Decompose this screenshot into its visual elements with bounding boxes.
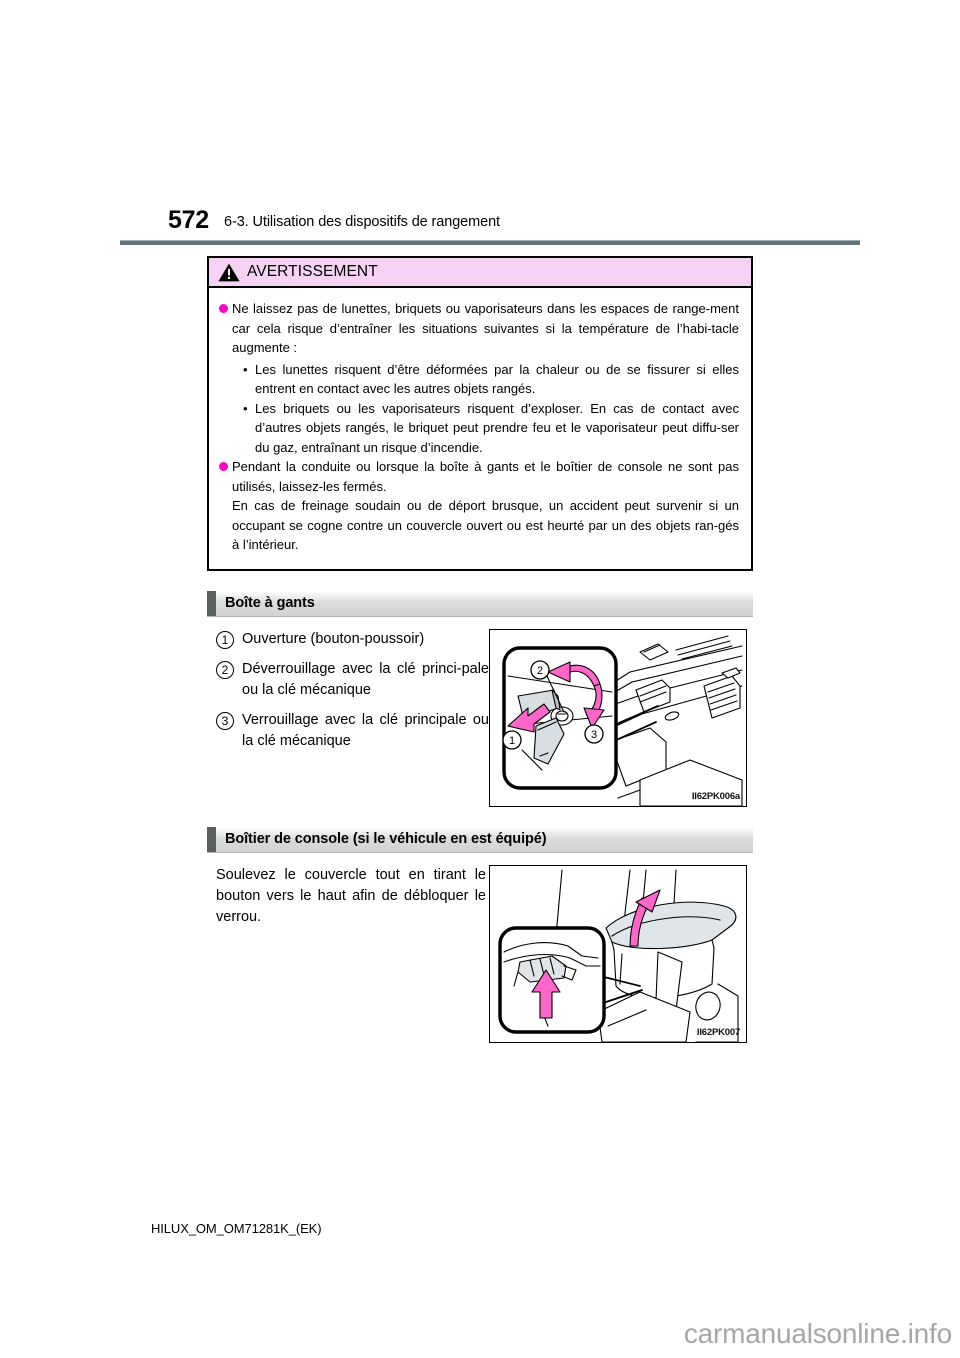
watermark: carmanualsonline.info: [683, 1318, 952, 1349]
step-number-2: 2: [216, 661, 234, 679]
svg-text:2: 2: [536, 664, 544, 677]
warning-item: [219, 299, 739, 358]
console-box-figure-svg: [490, 866, 746, 1042]
warning-subitems: [243, 360, 739, 458]
step-item: [216, 629, 489, 650]
warning-body: [209, 288, 751, 569]
figure-code: II62PK006a: [691, 790, 740, 802]
warning-subitem-text: Les briquets ou les vaporisateurs risquent d’exploser. En cas de contact avec d’autres objets rangés, le briquet peut prendre feu et le vaporisateur peut diffu-ser du gaz, entraînant un risque d’incendie.: [255, 400, 739, 455]
svg-text:3: 3: [590, 728, 598, 741]
section-heading-label: Boîtier de console (si le véhicule en est équipé): [225, 831, 547, 847]
glove-box-block: [207, 629, 753, 807]
figure-code: II62PK007: [696, 1026, 740, 1038]
header-divider: [120, 240, 860, 245]
section-heading-label: Boîte à gants: [225, 595, 315, 611]
step-text: Ouverture (bouton-poussoir): [242, 630, 425, 647]
warning-item-text: Pendant la conduite ou lorsque la boîte à gants et le boîtier de console ne sont pas utilisés, laissez-les fermés.: [232, 459, 739, 494]
warning-item-continuation: En cas de freinage soudain ou de déport brusque, un accident peut survenir si un occupant se cogne contre un couvercle ouvert ou est heurté par un des objets ran-gés à l’intérieur.: [232, 498, 739, 552]
console-box-illustration: [489, 865, 747, 1043]
section-header-glove-box: [207, 591, 753, 617]
glove-box-illustration: [489, 629, 747, 807]
warning-subitem-text: Les lunettes risquent d’être déformées par la chaleur ou de se fissurer si elles entrent en contact avec les autres objets rangés.: [255, 361, 739, 396]
step-number-3: 3: [216, 712, 234, 730]
step-text: Verrouillage avec la clé principale ou la clé mécanique: [242, 711, 489, 749]
console-box-paragraph: Soulevez le couvercle tout en tirant le bouton vers le haut afin de débloquer le verrou.: [216, 866, 486, 925]
bullet-dot-icon: [219, 462, 228, 471]
section-header-console-box: [207, 827, 753, 853]
step-number-1: 1: [216, 631, 234, 649]
bullet-dash-icon: •: [243, 361, 248, 377]
warning-item-text: Ne laissez pas de lunettes, briquets ou vaporisateurs dans les espaces de range-ment car cela risque d’entraîner les situations suivantes si la température de l’habi-tacle augmente :: [232, 301, 739, 355]
step-text: Déverrouillage avec la clé princi-pale ou la clé mécanique: [242, 660, 489, 698]
glove-box-figure-svg: [490, 630, 746, 806]
glove-box-steps: [207, 629, 489, 807]
warning-box: [207, 256, 753, 571]
page-header: [120, 205, 860, 239]
warning-subitem: [243, 399, 739, 458]
section-marker: [207, 591, 216, 616]
console-box-text: [207, 865, 489, 1043]
page-title: 6-3. Utilisation des dispositifs de rangement: [224, 214, 500, 230]
bullet-dot-icon: [219, 304, 228, 313]
warning-title: AVERTISSEMENT: [247, 263, 378, 280]
warning-subitem: [243, 360, 739, 399]
warning-item: [219, 457, 739, 496]
section-marker: [207, 827, 216, 852]
step-item: [216, 710, 489, 752]
console-box-block: [207, 865, 753, 1043]
page-content: [207, 256, 753, 1043]
warning-header: [209, 258, 751, 288]
warning-triangle-icon: [218, 263, 240, 282]
step-item: [216, 659, 489, 701]
bullet-dash-icon: •: [243, 400, 248, 416]
footer-document-code: HILUX_OM_OM71281K_(EK): [151, 1221, 322, 1236]
svg-text:1: 1: [508, 734, 516, 747]
page-number: 572: [168, 206, 209, 234]
